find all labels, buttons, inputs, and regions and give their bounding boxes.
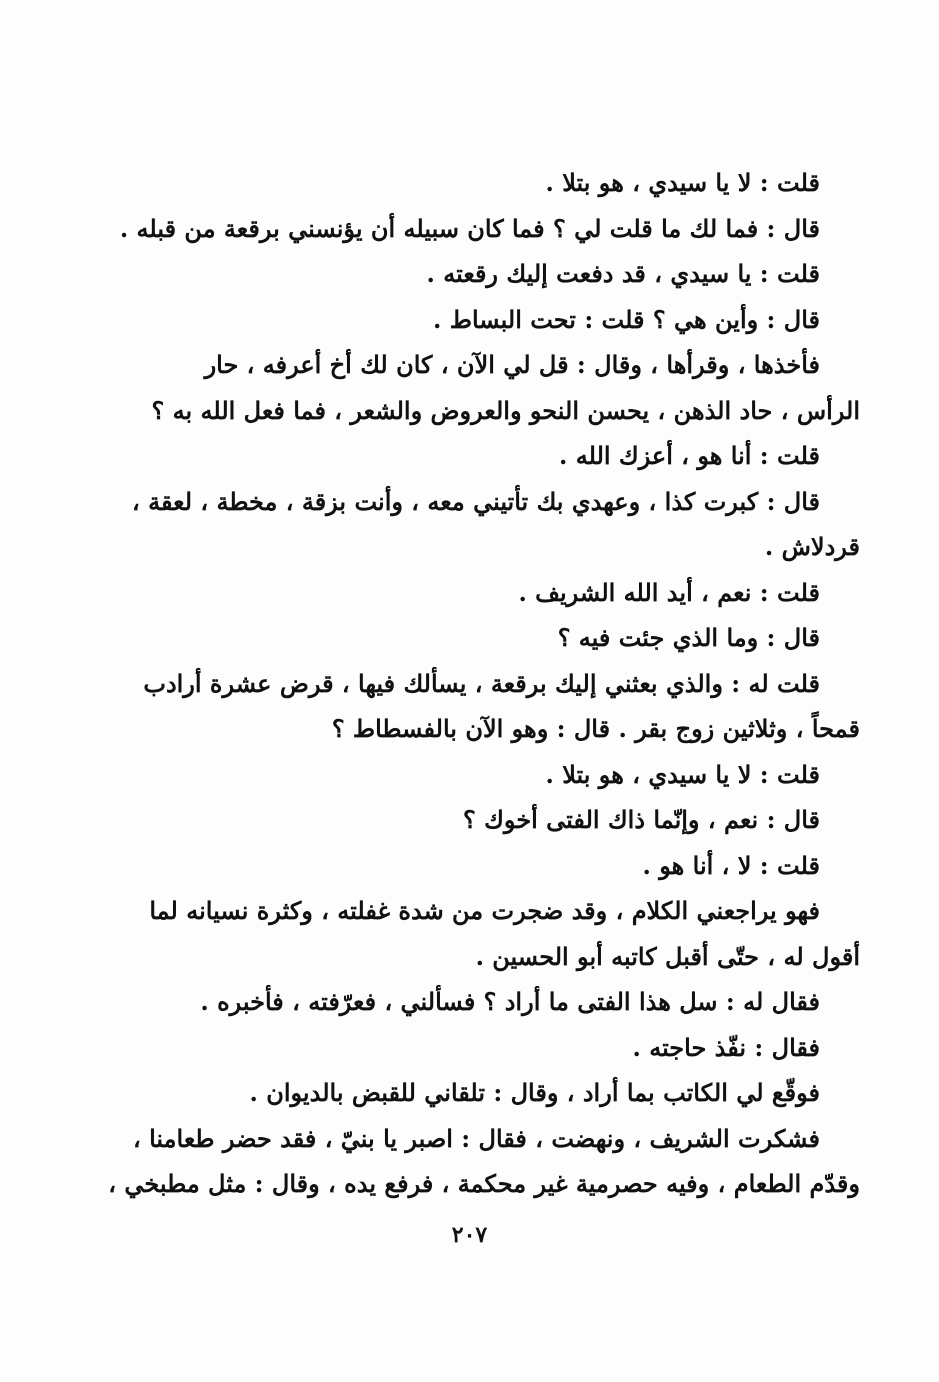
text-line: فشكرت الشريف ، ونهضت ، فقال : اصبر يا بنيّ ، فقد حضر طعامنا ، [133,1123,820,1153]
text-line: قال : وأين هي ؟ قلت : تحت البساط . [433,304,820,334]
text-line: أقول له ، حتّى أقبل كاتبه أبو الحسين . [475,941,860,971]
text-line: فوقّع لي الكاتب بما أراد ، وقال : تلقاني للقبض بالديوان . [249,1078,820,1107]
text-line: قلت : يا سيدي ، قد دفعت إليك رقعته . [426,259,820,288]
page-number: ٢٠٧ [451,1222,488,1248]
text-line: قردلاش . [764,532,860,561]
text-line: قال : كبرت كذا ، وعهدي بك تأتيني معه ، وأنت بزقة ، مخطة ، لعقة ، [132,486,820,516]
text-line: قال : نعم ، وإنّما ذاك الفتى أخوك ؟ [463,805,820,834]
text-line: قلت : نعم ، أيد الله الشريف . [518,577,820,607]
text-line: فأخذها ، وقرأها ، وقال : قل لي الآن ، كان لك أخ أعرفه ، حار [204,350,820,379]
text-line: قلت : لا ، أنا هو . [642,850,820,880]
page-body-text [108,160,860,1207]
text-line: قلت : أنا هو ، أعزك الله . [559,441,820,470]
text-line: وقدّم الطعام ، وفيه حصرمية غير محكمة ، فرفع يده ، وقال : مثل مطبخي ، [108,1169,860,1198]
text-line: الرأس ، حاد الذهن ، يحسن النحو والعروض والشعر ، فما فعل الله به ؟ [151,395,860,425]
text-line: قلت : لا يا سيدي ، هو بتلا . [545,759,820,789]
text-line: فقال : نفّذ حاجته . [632,1032,820,1062]
text-line: قلت : لا يا سيدي ، هو بتلا . [545,168,820,197]
text-line: فقال له : سل هذا الفتى ما أراد ؟ فسألني ، فعرّفته ، فأخبره . [200,987,820,1016]
text-line: قلت له : والذي بعثني إليك برقعة ، يسألك فيها ، قرض عشرة أرادب [143,668,820,698]
text-line: قمحاً ، وثلاثين زوج بقر . قال : وهو الآن بالفسطاط ؟ [331,714,860,743]
text-line: فهو يراجعني الكلام ، وقد ضجرت من شدة غفلته ، وكثرة نسيانه لما [149,896,820,925]
text-line: قال : فما لك ما قلت لي ؟ فما كان سبيله أن يؤنسني برقعة من قبله . [119,213,820,243]
text-line: قال : وما الذي جئت فيه ؟ [557,623,820,652]
